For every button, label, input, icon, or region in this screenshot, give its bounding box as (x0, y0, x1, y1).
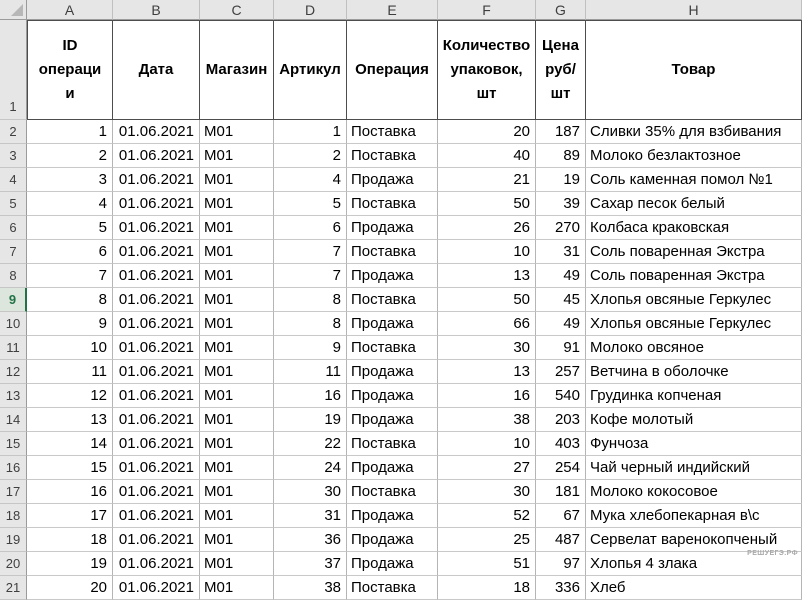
cell-E16[interactable]: Продажа (347, 456, 438, 480)
cell-H14[interactable]: Кофе молотый (586, 408, 802, 432)
cell-H8[interactable]: Соль поваренная Экстра (586, 264, 802, 288)
cell-C18[interactable]: М01 (200, 504, 274, 528)
cell-D12[interactable]: 11 (274, 360, 347, 384)
row-header-13[interactable]: 13 (0, 384, 27, 408)
cell-C20[interactable]: М01 (200, 552, 274, 576)
cell-B19[interactable]: 01.06.2021 (113, 528, 200, 552)
cell-C6[interactable]: М01 (200, 216, 274, 240)
column-header-F[interactable]: F (438, 0, 536, 20)
cell-B1[interactable] (113, 20, 200, 120)
cell-B5[interactable]: 01.06.2021 (113, 192, 200, 216)
cell-E1[interactable] (347, 20, 438, 120)
cell-C3[interactable]: М01 (200, 144, 274, 168)
cell-A1[interactable] (27, 20, 113, 120)
watermark: РЕШУЕГЭ.РФ (747, 550, 798, 557)
header-cell-text: ID операции (38, 37, 102, 102)
cell-B4[interactable]: 01.06.2021 (113, 168, 200, 192)
cell-B12[interactable]: 01.06.2021 (113, 360, 200, 384)
cell-C10[interactable]: М01 (200, 312, 274, 336)
cell-G6[interactable]: 270 (536, 216, 586, 240)
cell-H12[interactable]: Ветчина в оболочке (586, 360, 802, 384)
cell-H4[interactable]: Соль каменная помол №1 (586, 168, 802, 192)
cell-G10[interactable]: 49 (536, 312, 586, 336)
cell-D9[interactable]: 8 (274, 288, 347, 312)
cell-B11[interactable]: 01.06.2021 (113, 336, 200, 360)
cell-H10[interactable]: Хлопья овсяные Геркулес (586, 312, 802, 336)
row-header-2[interactable]: 2 (0, 120, 27, 144)
cell-G5[interactable]: 39 (536, 192, 586, 216)
cell-D5[interactable]: 5 (274, 192, 347, 216)
cell-C9[interactable]: М01 (200, 288, 274, 312)
cell-C14[interactable]: М01 (200, 408, 274, 432)
cell-G15[interactable]: 403 (536, 432, 586, 456)
cell-B8[interactable]: 01.06.2021 (113, 264, 200, 288)
cell-E6[interactable]: Продажа (347, 216, 438, 240)
header-cell-text: Цена руб/ шт (542, 37, 579, 102)
cell-D20[interactable]: 37 (274, 552, 347, 576)
cell-C5[interactable]: М01 (200, 192, 274, 216)
row-header-17[interactable]: 17 (0, 480, 27, 504)
cell-A4[interactable]: 3 (27, 168, 113, 192)
cell-A6[interactable]: 5 (27, 216, 113, 240)
cell-E10[interactable]: Продажа (347, 312, 438, 336)
cell-D16[interactable]: 24 (274, 456, 347, 480)
cell-B13[interactable]: 01.06.2021 (113, 384, 200, 408)
cell-C21[interactable]: М01 (200, 576, 274, 600)
cell-A19[interactable]: 18 (27, 528, 113, 552)
cell-A3[interactable]: 2 (27, 144, 113, 168)
cell-D2[interactable]: 1 (274, 120, 347, 144)
column-header-D[interactable]: D (274, 0, 347, 20)
cell-D13[interactable]: 16 (274, 384, 347, 408)
cell-B17[interactable]: 01.06.2021 (113, 480, 200, 504)
cell-G7[interactable]: 31 (536, 240, 586, 264)
cell-D1[interactable] (274, 20, 347, 120)
row-header-20[interactable]: 20 (0, 552, 27, 576)
cell-H13[interactable]: Грудинка копченая (586, 384, 802, 408)
cell-A7[interactable]: 6 (27, 240, 113, 264)
cell-E4[interactable]: Продажа (347, 168, 438, 192)
cell-D10[interactable]: 8 (274, 312, 347, 336)
column-header-H[interactable]: H (586, 0, 802, 20)
cell-H17[interactable]: Молоко кокосовое (586, 480, 802, 504)
cell-D7[interactable]: 7 (274, 240, 347, 264)
header-cell-text: Артикул (279, 61, 341, 78)
cell-F6[interactable]: 26 (438, 216, 536, 240)
cell-C19[interactable]: М01 (200, 528, 274, 552)
cell-B16[interactable]: 01.06.2021 (113, 456, 200, 480)
row-header-1[interactable]: 1 (0, 20, 27, 120)
cell-G2[interactable]: 187 (536, 120, 586, 144)
cell-D19[interactable]: 36 (274, 528, 347, 552)
cell-A16[interactable]: 15 (27, 456, 113, 480)
cell-E13[interactable]: Продажа (347, 384, 438, 408)
cell-A20[interactable]: 19 (27, 552, 113, 576)
cell-D18[interactable]: 31 (274, 504, 347, 528)
cell-A15[interactable]: 14 (27, 432, 113, 456)
row-header-10[interactable]: 10 (0, 312, 27, 336)
cell-E11[interactable]: Поставка (347, 336, 438, 360)
cell-D6[interactable]: 6 (274, 216, 347, 240)
row-header-18[interactable]: 18 (0, 504, 27, 528)
cell-B10[interactable]: 01.06.2021 (113, 312, 200, 336)
cell-B20[interactable]: 01.06.2021 (113, 552, 200, 576)
cell-B15[interactable]: 01.06.2021 (113, 432, 200, 456)
cell-C4[interactable]: М01 (200, 168, 274, 192)
cell-D15[interactable]: 22 (274, 432, 347, 456)
cell-H1[interactable] (586, 20, 802, 120)
cell-A14[interactable]: 13 (27, 408, 113, 432)
cell-D21[interactable]: 38 (274, 576, 347, 600)
cell-C8[interactable]: М01 (200, 264, 274, 288)
cell-F17[interactable]: 30 (438, 480, 536, 504)
cell-H19[interactable]: Сервелат варенокопченый (586, 528, 802, 552)
cell-H6[interactable]: Колбаса краковская (586, 216, 802, 240)
cell-E20[interactable]: Продажа (347, 552, 438, 576)
row-header-14[interactable]: 14 (0, 408, 27, 432)
cell-B2[interactable]: 01.06.2021 (113, 120, 200, 144)
cell-D14[interactable]: 19 (274, 408, 347, 432)
select-all-button[interactable] (0, 0, 27, 20)
cell-E2[interactable]: Поставка (347, 120, 438, 144)
column-header-E[interactable]: E (347, 0, 438, 20)
cell-H3[interactable]: Молоко безлактозное (586, 144, 802, 168)
cell-D3[interactable]: 2 (274, 144, 347, 168)
cell-E19[interactable]: Продажа (347, 528, 438, 552)
cell-F3[interactable]: 40 (438, 144, 536, 168)
cell-F7[interactable]: 10 (438, 240, 536, 264)
header-cell-text: Операция (355, 61, 429, 78)
cell-G21[interactable]: 336 (536, 576, 586, 600)
cell-F14[interactable]: 38 (438, 408, 536, 432)
cell-A17[interactable]: 16 (27, 480, 113, 504)
cell-A2[interactable]: 1 (27, 120, 113, 144)
cell-F4[interactable]: 21 (438, 168, 536, 192)
cell-A9[interactable]: 8 (27, 288, 113, 312)
cell-G14[interactable]: 203 (536, 408, 586, 432)
row-header-11[interactable]: 11 (0, 336, 27, 360)
row-header-8[interactable]: 8 (0, 264, 27, 288)
cell-B21[interactable]: 01.06.2021 (113, 576, 200, 600)
cell-A12[interactable]: 11 (27, 360, 113, 384)
cell-E18[interactable]: Продажа (347, 504, 438, 528)
cell-F18[interactable]: 52 (438, 504, 536, 528)
row-header-6[interactable]: 6 (0, 216, 27, 240)
cell-G18[interactable]: 67 (536, 504, 586, 528)
cell-C17[interactable]: М01 (200, 480, 274, 504)
cell-H11[interactable]: Молоко овсяное (586, 336, 802, 360)
cell-H15[interactable]: Фунчоза (586, 432, 802, 456)
cell-H18[interactable]: Мука хлебопекарная в\с (586, 504, 802, 528)
cell-F11[interactable]: 30 (438, 336, 536, 360)
cell-B6[interactable]: 01.06.2021 (113, 216, 200, 240)
cell-C15[interactable]: М01 (200, 432, 274, 456)
cell-H16[interactable]: Чай черный индийский (586, 456, 802, 480)
cell-H5[interactable]: Сахар песок белый (586, 192, 802, 216)
cell-A13[interactable]: 12 (27, 384, 113, 408)
cell-H20[interactable]: Хлопья 4 злака (586, 552, 802, 576)
cell-E9[interactable]: Поставка (347, 288, 438, 312)
cell-C13[interactable]: М01 (200, 384, 274, 408)
cell-G3[interactable]: 89 (536, 144, 586, 168)
cell-D11[interactable]: 9 (274, 336, 347, 360)
cell-E8[interactable]: Продажа (347, 264, 438, 288)
cell-E7[interactable]: Поставка (347, 240, 438, 264)
row-header-7[interactable]: 7 (0, 240, 27, 264)
cell-B14[interactable]: 01.06.2021 (113, 408, 200, 432)
cell-G13[interactable]: 540 (536, 384, 586, 408)
column-header-G[interactable]: G (536, 0, 586, 20)
cell-A11[interactable]: 10 (27, 336, 113, 360)
header-cell-text: Товар (671, 61, 716, 78)
cell-D17[interactable]: 30 (274, 480, 347, 504)
row-header-9[interactable]: 9 (0, 288, 27, 312)
cell-A5[interactable]: 4 (27, 192, 113, 216)
cell-A8[interactable]: 7 (27, 264, 113, 288)
cell-G4[interactable]: 19 (536, 168, 586, 192)
row-header-3[interactable]: 3 (0, 144, 27, 168)
header-cell-text: Количество упаковок, шт (442, 37, 531, 102)
cell-F10[interactable]: 66 (438, 312, 536, 336)
cell-B7[interactable]: 01.06.2021 (113, 240, 200, 264)
row-header-12[interactable]: 12 (0, 360, 27, 384)
header-cell-text: Дата (138, 61, 174, 78)
cell-G19[interactable]: 487 (536, 528, 586, 552)
cell-A18[interactable]: 17 (27, 504, 113, 528)
cell-B3[interactable]: 01.06.2021 (113, 144, 200, 168)
row-header-4[interactable]: 4 (0, 168, 27, 192)
row-header-15[interactable]: 15 (0, 432, 27, 456)
cell-E3[interactable]: Поставка (347, 144, 438, 168)
cell-G12[interactable]: 257 (536, 360, 586, 384)
cell-D4[interactable]: 4 (274, 168, 347, 192)
cell-E12[interactable]: Продажа (347, 360, 438, 384)
cell-F20[interactable]: 51 (438, 552, 536, 576)
cell-C2[interactable]: М01 (200, 120, 274, 144)
cell-F1[interactable] (438, 20, 536, 120)
cell-F9[interactable]: 50 (438, 288, 536, 312)
cell-G16[interactable]: 254 (536, 456, 586, 480)
cell-A21[interactable]: 20 (27, 576, 113, 600)
cell-F19[interactable]: 25 (438, 528, 536, 552)
cell-C16[interactable]: М01 (200, 456, 274, 480)
cell-F12[interactable]: 13 (438, 360, 536, 384)
cell-C1[interactable] (200, 20, 274, 120)
column-header-B[interactable]: B (113, 0, 200, 20)
cell-E14[interactable]: Продажа (347, 408, 438, 432)
cell-A10[interactable]: 9 (27, 312, 113, 336)
cell-F16[interactable]: 27 (438, 456, 536, 480)
cell-F8[interactable]: 13 (438, 264, 536, 288)
cell-F5[interactable]: 50 (438, 192, 536, 216)
cell-F2[interactable]: 20 (438, 120, 536, 144)
cell-E17[interactable]: Поставка (347, 480, 438, 504)
column-header-C[interactable]: C (200, 0, 274, 20)
cell-D8[interactable]: 7 (274, 264, 347, 288)
cell-E15[interactable]: Поставка (347, 432, 438, 456)
cell-G17[interactable]: 181 (536, 480, 586, 504)
cell-H7[interactable]: Соль поваренная Экстра (586, 240, 802, 264)
cell-G11[interactable]: 91 (536, 336, 586, 360)
cell-G20[interactable]: 97 (536, 552, 586, 576)
row-header-5[interactable]: 5 (0, 192, 27, 216)
cell-C7[interactable]: М01 (200, 240, 274, 264)
column-header-A[interactable]: A (27, 0, 113, 20)
cell-H9[interactable]: Хлопья овсяные Геркулес (586, 288, 802, 312)
cell-E21[interactable]: Поставка (347, 576, 438, 600)
cell-F21[interactable]: 18 (438, 576, 536, 600)
cell-G1[interactable] (536, 20, 586, 120)
cell-C11[interactable]: М01 (200, 336, 274, 360)
cell-G9[interactable]: 45 (536, 288, 586, 312)
row-header-16[interactable]: 16 (0, 456, 27, 480)
cell-B18[interactable]: 01.06.2021 (113, 504, 200, 528)
cell-H21[interactable]: Хлеб (586, 576, 802, 600)
cell-E5[interactable]: Поставка (347, 192, 438, 216)
cell-F13[interactable]: 16 (438, 384, 536, 408)
row-header-19[interactable]: 19 (0, 528, 27, 552)
row-header-21[interactable]: 21 (0, 576, 27, 600)
cell-F15[interactable]: 10 (438, 432, 536, 456)
select-all-triangle-icon (11, 4, 23, 16)
header-cell-text: Магазин (205, 61, 268, 78)
cell-H2[interactable]: Сливки 35% для взбивания (586, 120, 802, 144)
cell-C12[interactable]: М01 (200, 360, 274, 384)
cell-B9[interactable]: 01.06.2021 (113, 288, 200, 312)
cell-G8[interactable]: 49 (536, 264, 586, 288)
